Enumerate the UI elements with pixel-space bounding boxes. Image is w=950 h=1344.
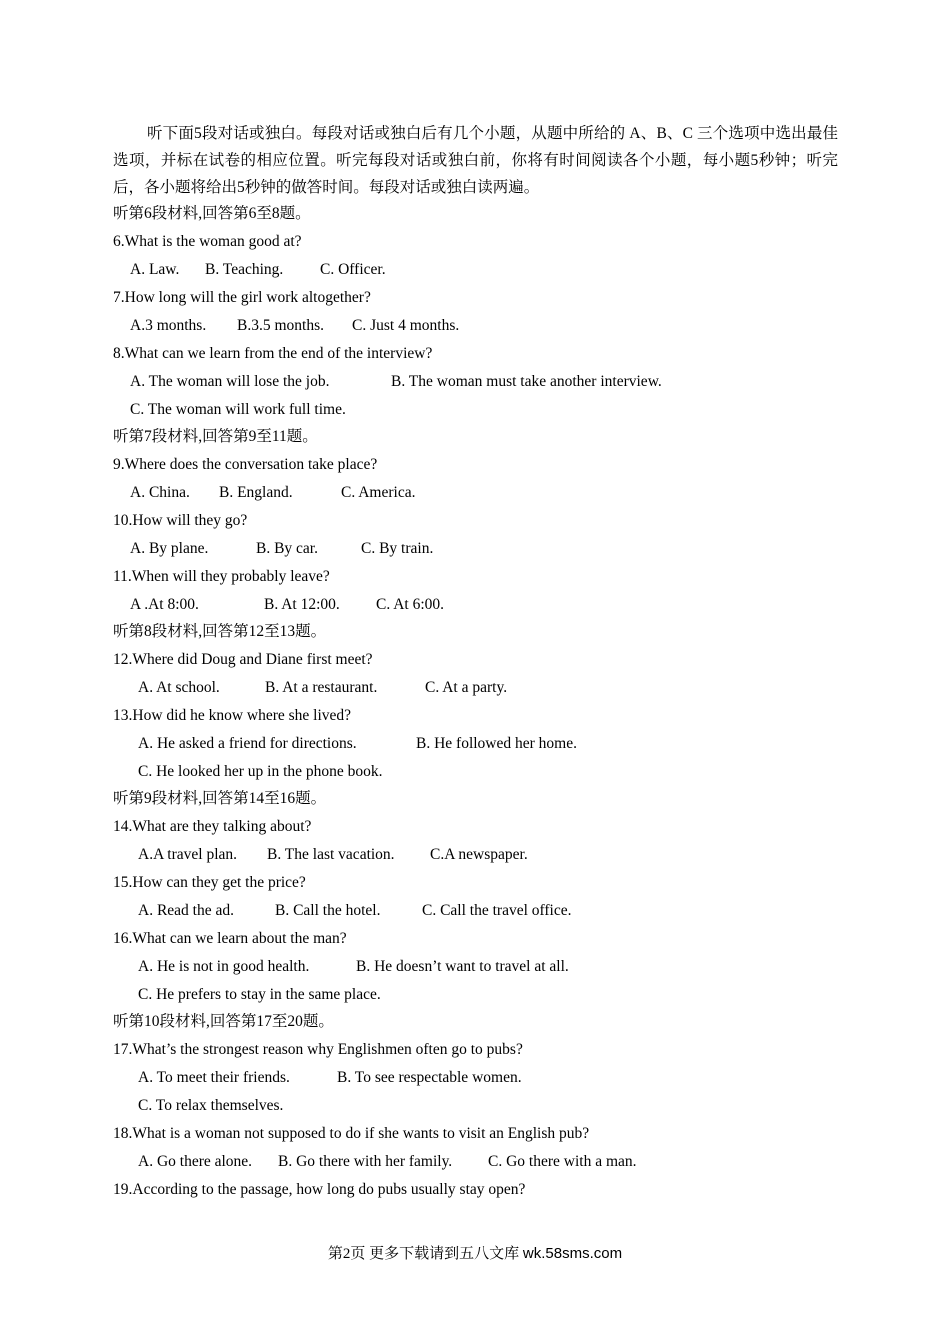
- option-16a: A. He is not in good health.: [138, 958, 310, 975]
- question-18: 18.What is a woman not supposed to do if she wants to visit an English pub?: [113, 1125, 590, 1142]
- section-heading-7: 听第7段材料,回答第9至11题。: [113, 428, 318, 445]
- option-12a: A. At school.: [138, 679, 220, 696]
- option-14b: B. The last vacation.: [267, 846, 395, 863]
- question-15: 15.How can they get the price?: [113, 874, 306, 891]
- question-17: 17.What’s the strongest reason why Englishmen often go to pubs?: [113, 1041, 523, 1058]
- question-11: 11.When will they probably leave?: [113, 568, 330, 585]
- option-9b: B. England.: [219, 484, 293, 501]
- page-footer: [0, 1244, 950, 1264]
- option-8c: C. The woman will work full time.: [130, 401, 346, 418]
- question-8: 8.What can we learn from the end of the interview?: [113, 345, 433, 362]
- footer-label: 第2页 更多下载请到五八文库: [327, 1246, 520, 1262]
- option-6b: B. Teaching.: [205, 261, 284, 278]
- section-heading-6: 听第6段材料,回答第6至8题。: [113, 205, 311, 222]
- question-19: 19.According to the passage, how long do pubs usually stay open?: [113, 1181, 526, 1198]
- question-14: 14.What are they talking about?: [113, 818, 312, 835]
- option-12b: B. At a restaurant.: [265, 679, 378, 696]
- option-7c: C. Just 4 months.: [352, 317, 460, 334]
- option-10b: B. By car.: [256, 540, 318, 557]
- option-18a: A. Go there alone.: [138, 1153, 253, 1170]
- question-16: 16.What can we learn about the man?: [113, 930, 347, 947]
- option-13a: A. He asked a friend for directions.: [138, 735, 357, 752]
- option-8a: A. The woman will lose the job.: [130, 373, 330, 390]
- option-15a: A. Read the ad.: [138, 902, 234, 919]
- option-14a: A.A travel plan.: [138, 846, 238, 863]
- option-17c: C. To relax themselves.: [138, 1097, 284, 1114]
- question-7: 7.How long will the girl work altogether?: [113, 289, 371, 306]
- section-heading-9: 听第9段材料,回答第14至16题。: [113, 790, 327, 807]
- option-11c: C. At 6:00.: [376, 596, 445, 613]
- section-heading-10: 听第10段材料,回答第17至20题。: [113, 1013, 334, 1030]
- option-8b: B. The woman must take another interview.: [391, 373, 662, 390]
- option-6c: C. Officer.: [320, 261, 386, 278]
- option-10a: A. By plane.: [130, 540, 209, 557]
- option-15c: C. Call the travel office.: [422, 902, 572, 919]
- option-7a: A.3 months.: [130, 317, 207, 334]
- option-17a: A. To meet their friends.: [138, 1069, 290, 1086]
- option-10c: C. By train.: [361, 540, 434, 557]
- option-11b: B. At 12:00.: [264, 596, 340, 613]
- option-12c: C. At a party.: [425, 679, 508, 696]
- option-13c: C. He looked her up in the phone book.: [138, 763, 383, 780]
- option-18c: C. Go there with a man.: [488, 1153, 637, 1170]
- option-18b: B. Go there with her family.: [278, 1153, 453, 1170]
- listening-instructions: 听下面5段对话或独白。每段对话或独白后有几个小题，从题中所给的 A、B、C 三个选项中选出最佳选项，并标在试卷的相应位置。听完每段对话或独白前，你将有时间阅读各个小题，每小题5秒钟；听完后，各小题将给出5秒钟的做答时间。每段对话或独白读两遍。: [113, 125, 838, 196]
- option-7b: B.3.5 months.: [237, 317, 324, 334]
- option-16b: B. He doesn’t want to travel at all.: [356, 958, 569, 975]
- option-15b: B. Call the hotel.: [275, 902, 381, 919]
- option-17b: B. To see respectable women.: [337, 1069, 522, 1086]
- option-14c: C.A newspaper.: [430, 846, 528, 863]
- question-10: 10.How will they go?: [113, 512, 248, 529]
- section-heading-8: 听第8段材料,回答第12至13题。: [113, 623, 327, 640]
- option-16c: C. He prefers to stay in the same place.: [138, 986, 381, 1003]
- question-12: 12.Where did Doug and Diane first meet?: [113, 651, 373, 668]
- question-13: 13.How did he know where she lived?: [113, 707, 352, 724]
- option-6a: A. Law.: [130, 261, 180, 278]
- question-9: 9.Where does the conversation take place?: [113, 456, 378, 473]
- option-13b: B. He followed her home.: [416, 735, 577, 752]
- option-9a: A. China.: [130, 484, 190, 501]
- option-11a: A .At 8:00.: [130, 596, 199, 613]
- footer-site-link[interactable]: wk.58sms.com: [522, 1245, 623, 1262]
- option-9c: C. America.: [341, 484, 416, 501]
- question-6: 6.What is the woman good at?: [113, 233, 302, 250]
